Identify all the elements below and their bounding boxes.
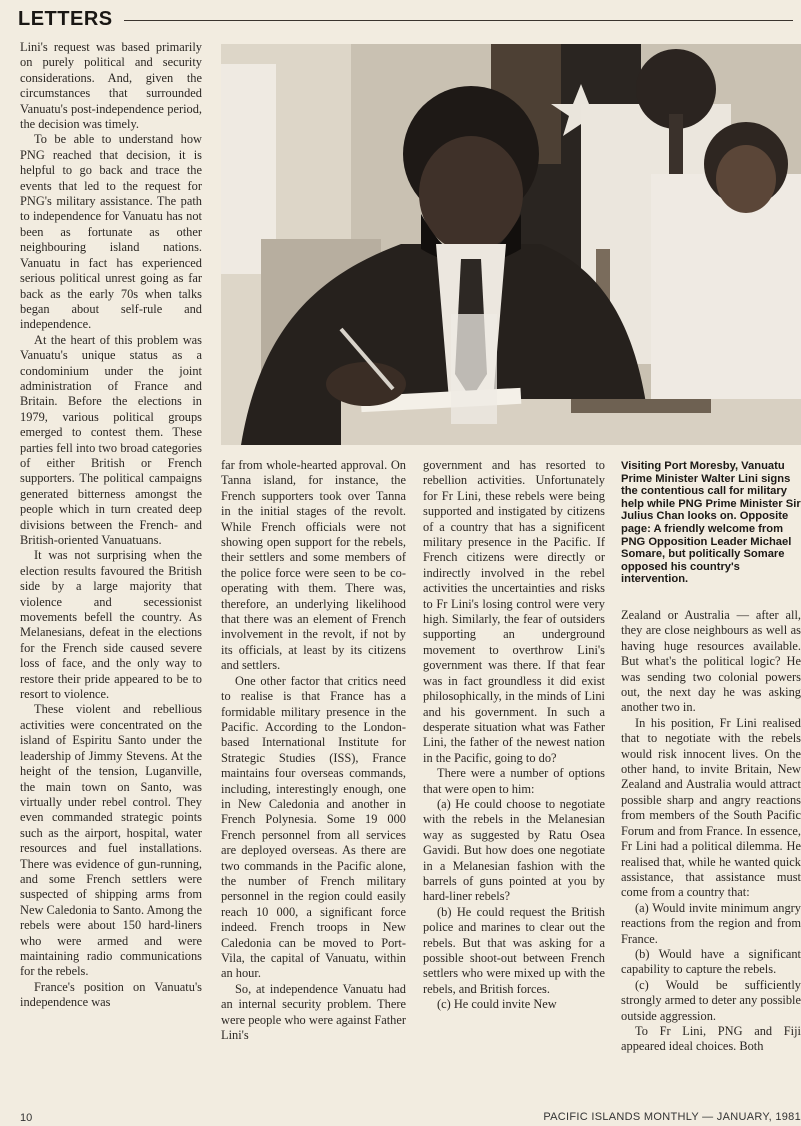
paragraph: far from whole-hearted approval. On Tanna island, for instance, the French supporters took over Tanna in the initial stages of the revolt. While French officials were not showing open support for the rebels, their settlers and some members of the police force were seen to be co-operating with them. There was, therefore, an underlying likelihood that there was an element of French involvement in the revolt, if not by its officials, at least by its citizens and settlers. (221, 458, 406, 673)
paragraph: Zealand or Australia — after all, they are close neighbours as well as having huge resources available. But what's the political logic? He was sending two colonial powers out, the next day he was asking another two in. (621, 608, 801, 715)
paragraph: It was not surprising when the election results favoured the British side by a large majority that violence and secessionist movements befell the country. As Melanesians, defeat in the elections for the French side caused severe loss of face, and the only way to restore their pride appeared to be to resort to violence. (20, 548, 202, 702)
paragraph: In his position, Fr Lini realised that to negotiate with the rebels would risk innocent lives. On the other hand, to invite Britain, New Zealand and Australia would attract possible sharp and angry reactions from members of the South Pacific Forum and from France. In essence, Fr Lini had a political dilemma. He realised that, while he wanted quick assistance, that assistance must come from a country that: (621, 715, 801, 900)
article-column-2 (221, 458, 406, 1098)
publication-footer: PACIFIC ISLANDS MONTHLY — JANUARY, 1981 (543, 1111, 801, 1123)
photo-caption: Visiting Port Moresby, Vanuatu Prime Minister Walter Lini signs the contentious call for military help while PNG Prime Minister Sir Julius Chan looks on. Opposite page: A friendly welcome from PNG Opposition Leader Michael Somare, but politically Somare opposed his country's intervention. (621, 460, 801, 586)
paragraph: Lini's request was based primarily on purely political and security considerations. And, given the circumstances that surrounded Vanuatu's post-independence period, the decision was timely. (20, 40, 202, 132)
paragraph: (b) He could request the British police and marines to clear out the rebels. But that was asking for a possible shoot-out between French settlers who were mixed up with the rebels, and British forces. (423, 904, 605, 996)
section-title: LETTERS (18, 8, 113, 30)
paragraph: (c) Would be sufficiently strongly armed to deter any possible outside aggression. (621, 977, 801, 1023)
paragraph: So, at independence Vanuatu had an internal security problem. There were people who were against Father Lini's (221, 981, 406, 1043)
article-column-3 (423, 458, 605, 1098)
paragraph: There were a number of options that were open to him: (423, 766, 605, 796)
paragraph: (c) He could invite New (437, 997, 557, 1012)
article-column-4 (621, 608, 801, 1098)
page-number: 10 (20, 1112, 33, 1124)
header-rule (124, 20, 793, 21)
photo-lini-signing (221, 44, 801, 445)
paragraph: To be able to understand how PNG reached that decision, it is helpful to go back and trace the events that led to the request for PNG's military assistance. The path to independence for Vanuatu has not been as fortunate as other neighbouring island nations. Vanuatu in fact has experienced serious political unrest going as far back as the early 70s when talks began about self-rule and independence. (20, 132, 202, 332)
paragraph: At the heart of this problem was Vanuatu's unique status as a condominium under the joint administration of France and Britain. Before the elections in 1979, various political groups emerged to contest them. These parties fell into two broad categories of either British or French supporters. The political campaigns generated bitterness amongst the people which in turn created deep divisions between the French- and British-oriented Vanuatuans. (20, 332, 202, 547)
paragraph: (a) He could choose to negotiate with the rebels in the Melanesian way as suggested by Ratu Osea Gavidi. But how does one negotiate in a Melanesian fashion with the barrels of guns pointed at you by hard-liner rebels? (423, 796, 605, 904)
paragraph: To Fr Lini, PNG and Fiji appeared ideal choices. Both (621, 1023, 801, 1054)
paragraph: One other factor that critics need to realise is that France has a formidable military presence in the Pacific. According to the London-based International Institute for Strategic Studies (ISS), France maintains four overseas commands, including, interestingly enough, one in New Caledonia and another in French Polynesia. Some 19 000 French personnel from all services are deployed overseas. As there are two commands in the Pacific alone, the number of French military personnel in the region could easily reach 10 000, a significant force indeed. French troops in New Caledonia can be moved to Port-Vila, the capital of Vanuatu, within an hour. (221, 673, 406, 981)
paragraph: These violent and rebellious activities were concentrated on the island of Espiritu Santo under the leadership of Jimmy Stevens. At the height of the tension, Luganville, the main town on Santo, was virtually under rebel control. They even commanded strategic points such as the airport, hospital, water resources and fuel installations. There was evidence of gun-running, and some French settlers were suspected of shipping arms from New Caledonia to Santo. Among the rebels were about 150 hard-liners who were armed and were maintaining radio communications for the rebels. (20, 702, 202, 979)
paragraph: France's position on Vanuatu's independence was (20, 979, 202, 1010)
paragraph: (b) Would have a significant capability to capture the rebels. (621, 946, 801, 977)
article-column-1 (20, 40, 202, 1100)
paragraph: (a) Would invite minimum angry reactions from the region and from France. (621, 900, 801, 946)
paragraph: government and has resorted to rebellion activities. Unfortunately for Fr Lini, these rebels were being supported and instigated by citizens of a country that has a significent military presence in the Pacific. If French citizens were directly or indirectly involved in the rebel activities the uncertainties and risks to Fr Lini's losing control were very high. Similarly, the fear of outsiders supporting an underground movement to overthrow Lini's government was there. If that fear was in fact groundless it did exist philosophically, in the minds of Lini and his government. In such a desperate situation what was Father Lini, the father of the newest nation in the Pacific, going to do? (423, 458, 605, 765)
section-header (18, 8, 793, 34)
